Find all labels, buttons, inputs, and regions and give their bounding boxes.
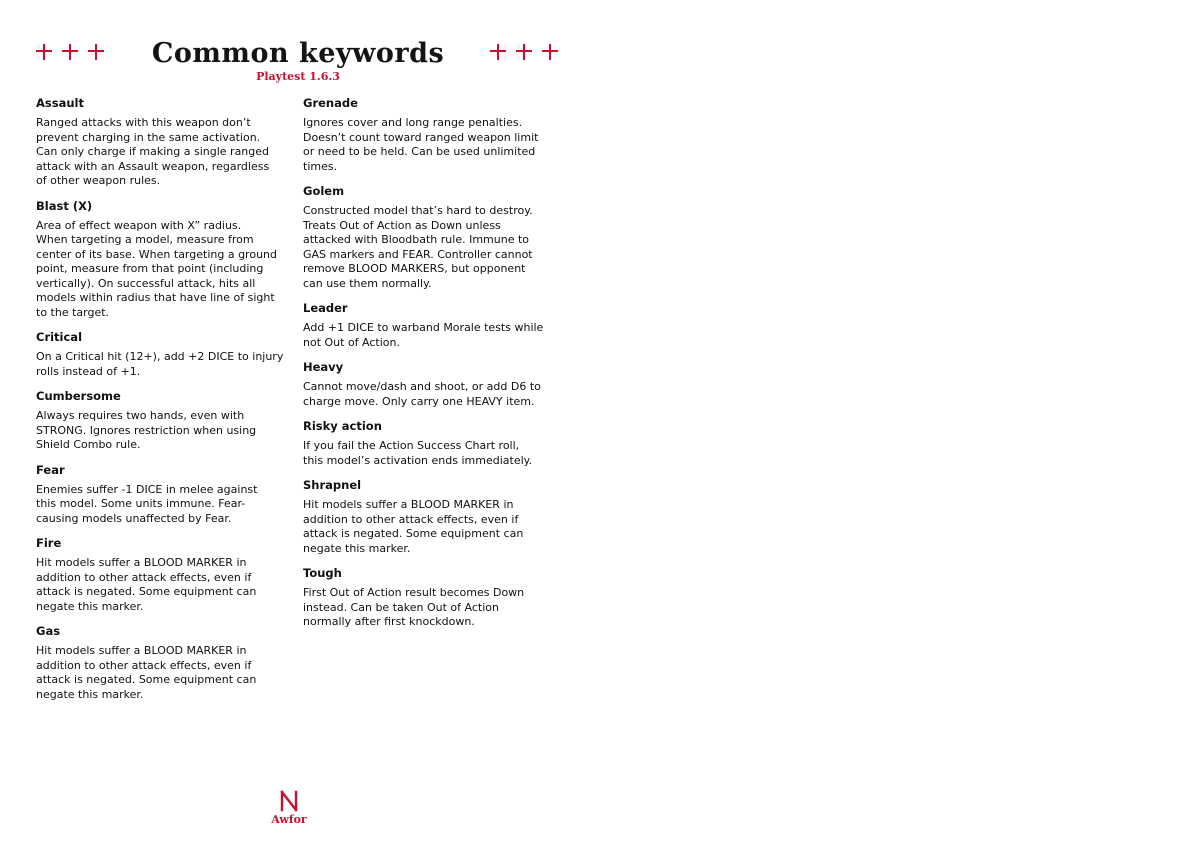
awfor-logo bbox=[266, 790, 312, 826]
keyword-description: Enemies suffer -1 DICE in melee against this model. Some units immune. Fear- causing models unaffected by Fear. bbox=[36, 482, 258, 525]
keyword-description: Hit models suffer a BLOOD MARKER in addition to other attack effects, even if attack is negated. Some equipment can negate this marker. bbox=[36, 556, 257, 613]
cross-icon bbox=[88, 44, 104, 60]
keyword-entry bbox=[36, 199, 294, 321]
left-cross-decoration bbox=[36, 44, 104, 60]
keyword-entry bbox=[303, 419, 561, 468]
keywords-column-left bbox=[36, 96, 294, 712]
keyword-entry bbox=[36, 536, 294, 614]
keyword-name: Cumbersome bbox=[36, 389, 121, 403]
keyword-entry bbox=[36, 96, 294, 189]
keyword-entry bbox=[303, 301, 561, 350]
keyword-entry bbox=[303, 566, 561, 630]
cross-icon bbox=[542, 44, 558, 60]
keyword-name: Tough bbox=[303, 566, 342, 580]
awfor-monogram-icon bbox=[280, 790, 298, 812]
keyword-description: Hit models suffer a BLOOD MARKER in addition to other attack effects, even if attack is negated. Some equipment can negate this marker. bbox=[303, 498, 524, 555]
keyword-name: Heavy bbox=[303, 360, 344, 374]
keyword-name: Shrapnel bbox=[303, 478, 362, 492]
cross-icon bbox=[62, 44, 78, 60]
keyword-description: On a Critical hit (12+), add +2 DICE to injury rolls instead of +1. bbox=[36, 350, 284, 378]
keyword-name: Golem bbox=[303, 184, 345, 198]
keyword-description: Ignores cover and long range penalties. Doesn’t count toward ranged weapon limit or need to be held. Can be used unlimited times. bbox=[303, 116, 539, 173]
keyword-name: Gas bbox=[36, 624, 61, 638]
keyword-name: Critical bbox=[36, 330, 83, 344]
keyword-entry bbox=[36, 330, 294, 379]
keyword-description: Cannot move/dash and shoot, or add D6 to charge move. Only carry one HEAVY item. bbox=[303, 380, 541, 408]
keyword-entry bbox=[303, 96, 561, 174]
keyword-name: Assault bbox=[36, 96, 84, 110]
page-subtitle: Playtest 1.6.3 bbox=[256, 70, 340, 83]
keyword-description: Always requires two hands, even with STRONG. Ignores restriction when using Shield Combo rule. bbox=[36, 409, 257, 451]
keyword-entry bbox=[303, 184, 561, 291]
keyword-entry bbox=[36, 624, 294, 702]
keyword-name: Grenade bbox=[303, 96, 358, 110]
keyword-name: Blast (X) bbox=[36, 198, 93, 213]
keyword-description: Add +1 DICE to warband Morale tests while not Out of Action. bbox=[303, 321, 544, 349]
keyword-name: Leader bbox=[303, 301, 348, 315]
keyword-description: Constructed model that’s hard to destroy. Treats Out of Action as Down unless attacked with Bloodbath rule. Immune to GAS markers and FEAR. Controller cannot remove BLOOD MARKERS, but opponent can use them normally. bbox=[303, 204, 533, 290]
keyword-description: Ranged attacks with this weapon don’t prevent charging in the same activation. Can only charge if making a single ranged attack with an Assault weapon, regardless of other weapon rules. bbox=[36, 116, 270, 187]
keyword-name: Fire bbox=[36, 536, 62, 550]
logo-text: Awfor bbox=[271, 813, 307, 826]
keyword-entry bbox=[36, 463, 294, 527]
right-cross-decoration bbox=[490, 44, 558, 60]
keyword-entry bbox=[303, 360, 561, 409]
keyword-description: Area of effect weapon with X” radius. When targeting a model, measure from center of its base. When targeting a ground point, measure from that point (including vertically). On successful attack, hits all models within radius that have line of sight to the target. bbox=[36, 218, 277, 319]
keywords-column-right bbox=[303, 96, 561, 640]
keyword-entry bbox=[36, 389, 294, 453]
cross-icon bbox=[36, 44, 52, 60]
keyword-description: Hit models suffer a BLOOD MARKER in addition to other attack effects, even if attack is negated. Some equipment can negate this marker. bbox=[36, 644, 257, 701]
keyword-name: Fear bbox=[36, 462, 65, 477]
keyword-entry bbox=[303, 478, 561, 556]
keyword-name: Risky action bbox=[303, 419, 382, 433]
keyword-description: If you fail the Action Success Chart roll, this model’s activation ends immediately. bbox=[303, 439, 533, 467]
cross-icon bbox=[490, 44, 506, 60]
cross-icon bbox=[516, 44, 532, 60]
page-title: Common keywords bbox=[151, 38, 445, 69]
keyword-description: First Out of Action result becomes Down instead. Can be taken Out of Action normally after first knockdown. bbox=[303, 586, 525, 628]
